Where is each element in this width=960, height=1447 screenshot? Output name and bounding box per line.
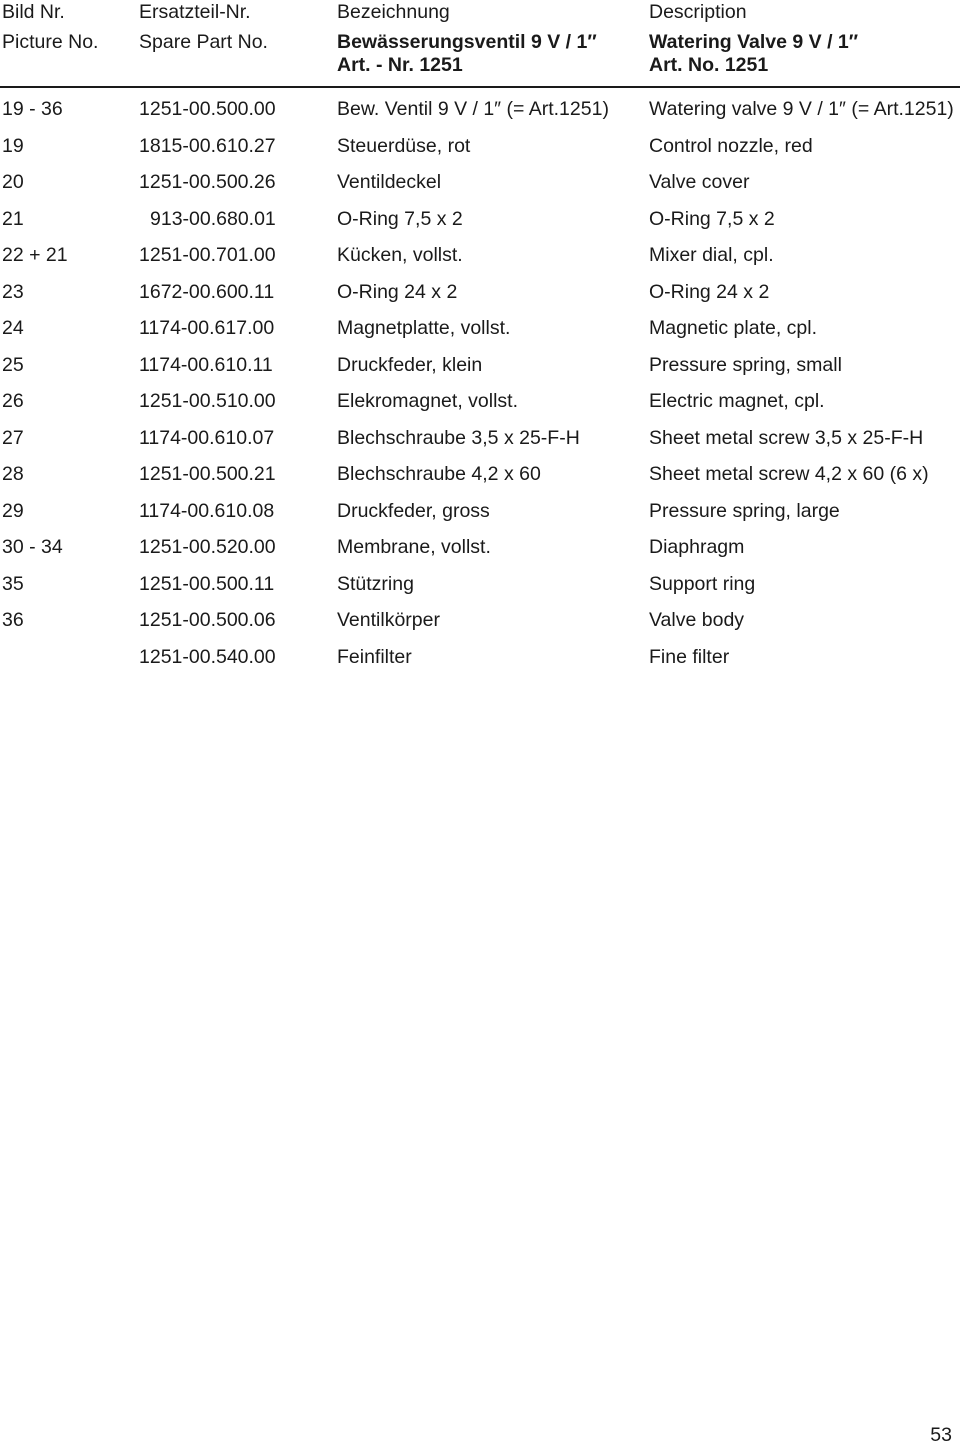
description-en: Sheet metal screw 4,2 x 60 (6 x): [649, 463, 929, 485]
header-row-1: [0, 0, 960, 24]
description-en: Fine filter: [649, 645, 730, 668]
name-de: Membrane, vollst.: [337, 536, 491, 558]
description-en: Valve cover: [649, 171, 750, 193]
name-de: Ventilkörper: [337, 609, 440, 631]
picture-number: 23: [2, 280, 24, 303]
article-number-en: Art. No. 1251: [649, 54, 769, 76]
header-divider: [0, 86, 960, 88]
spare-part-number: 1251-00.540.00: [139, 645, 276, 668]
table-row: [0, 425, 960, 451]
table-row: [0, 206, 960, 232]
table-row: [0, 498, 960, 524]
description-en: O-Ring 7,5 x 2: [649, 207, 775, 230]
spare-part-number: 1672-00.600.11: [139, 280, 275, 303]
page-number: 53: [930, 1424, 952, 1446]
table-row: [0, 571, 960, 597]
picture-number: 21: [2, 207, 24, 230]
name-de: Ventildeckel: [337, 171, 442, 193]
picture-number: 27: [2, 426, 24, 449]
spare-part-number: 913-00.680.01: [150, 207, 276, 230]
header-part-en: Spare Part No.: [139, 31, 268, 53]
spare-part-number: 1251-00.500.26: [139, 171, 276, 193]
picture-number: 35: [2, 572, 24, 595]
table-row: [0, 607, 960, 633]
description-en: Valve body: [649, 609, 745, 631]
table-row: [0, 534, 960, 560]
name-de: Bew. Ventil 9 V / 1″ (= Art.1251): [337, 98, 609, 120]
spare-part-number: 1251-00.500.21: [139, 463, 276, 485]
name-de: Magnetplatte, vollst.: [337, 317, 511, 339]
description-en: Electric magnet, cpl.: [649, 390, 825, 412]
table-row: [0, 388, 960, 414]
header-part-de: Ersatzteil-Nr.: [139, 1, 251, 23]
name-de: O-Ring 24 x 2: [337, 280, 458, 303]
picture-number: 26: [2, 390, 24, 412]
header-name-de: Bezeichnung: [337, 1, 450, 23]
picture-number: 36: [2, 609, 24, 631]
spare-part-number: 1251-00.500.00: [139, 98, 276, 120]
article-number-de: Art. - Nr. 1251: [337, 54, 463, 76]
header-picture-en: Picture No.: [2, 31, 99, 53]
name-de: Blechschraube 4,2 x 60: [337, 463, 541, 485]
spare-part-number: 1251-00.500.11: [139, 572, 275, 595]
picture-number: 24: [2, 317, 24, 339]
picture-number: 19: [2, 134, 24, 157]
table-row: [0, 644, 960, 670]
description-en: Support ring: [649, 572, 756, 595]
spare-part-number: 1174-00.617.00: [139, 317, 275, 339]
spare-part-number: 1815-00.610.27: [139, 134, 276, 157]
picture-number: 20: [2, 171, 24, 193]
description-en: Watering valve 9 V / 1″ (= Art.1251): [649, 98, 954, 120]
table-row: [0, 461, 960, 487]
header-row-2: [0, 30, 960, 54]
name-de: Druckfeder, klein: [337, 353, 483, 376]
name-de: O-Ring 7,5 x 2: [337, 207, 463, 230]
description-en: O-Ring 24 x 2: [649, 280, 770, 303]
spare-part-number: 1174-00.610.07: [139, 426, 275, 449]
description-en: Control nozzle, red: [649, 134, 813, 157]
header-row-3: [0, 53, 960, 77]
table-row: [0, 133, 960, 159]
picture-number: 22 + 21: [2, 244, 68, 266]
spare-part-number: 1174-00.610.08: [139, 499, 275, 522]
table-row: [0, 279, 960, 305]
product-title-en: Watering Valve 9 V / 1″: [649, 31, 859, 53]
description-en: Pressure spring, small: [649, 353, 842, 376]
spare-part-number: 1174-00.610.11: [139, 353, 273, 376]
name-de: Feinfilter: [337, 645, 412, 668]
picture-number: 28: [2, 463, 24, 485]
name-de: Blechschraube 3,5 x 25-F-H: [337, 426, 580, 449]
spare-part-number: 1251-00.510.00: [139, 390, 276, 412]
table-row: [0, 169, 960, 195]
picture-number: 19 - 36: [2, 98, 63, 120]
picture-number: 30 - 34: [2, 536, 63, 558]
spare-part-number: 1251-00.500.06: [139, 609, 276, 631]
description-en: Magnetic plate, cpl.: [649, 317, 818, 339]
header-description-en: Description: [649, 1, 747, 23]
picture-number: 25: [2, 353, 24, 376]
spare-part-number: 1251-00.520.00: [139, 536, 276, 558]
table-row: [0, 315, 960, 341]
name-de: Elekromagnet, vollst.: [337, 390, 518, 412]
description-en: Mixer dial, cpl.: [649, 244, 774, 266]
description-en: Pressure spring, large: [649, 499, 840, 522]
description-en: Diaphragm: [649, 536, 745, 558]
name-de: Steuerdüse, rot: [337, 134, 471, 157]
name-de: Stützring: [337, 572, 414, 595]
picture-number: 29: [2, 499, 24, 522]
spare-part-number: 1251-00.701.00: [139, 244, 276, 266]
description-en: Sheet metal screw 3,5 x 25-F-H: [649, 426, 924, 449]
header-picture-de: Bild Nr.: [2, 1, 65, 23]
product-title-de: Bewässerungsventil 9 V / 1″: [337, 31, 597, 53]
name-de: Druckfeder, gross: [337, 499, 490, 522]
name-de: Kücken, vollst.: [337, 244, 463, 266]
table-row: [0, 352, 960, 378]
table-row: [0, 242, 960, 268]
table-row: [0, 96, 960, 122]
